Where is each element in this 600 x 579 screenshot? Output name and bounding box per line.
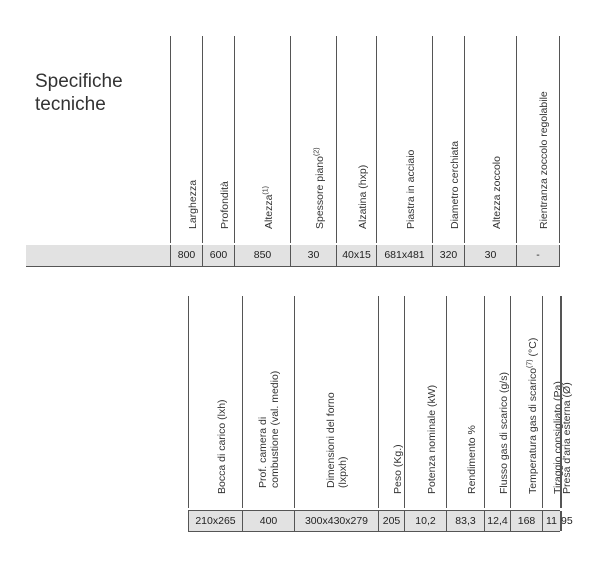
table1-header-cell bbox=[290, 36, 336, 243]
table2-header-label: Rendimento % bbox=[465, 425, 478, 494]
table1-header-label: Altezza zoccolo bbox=[490, 156, 503, 229]
table1-header-label: Spessore piano$^{(2)}$ bbox=[313, 147, 326, 229]
table2-header-label: Tiraggio consigliato (Pa) bbox=[551, 381, 564, 494]
table1-header-label: Alzatina (hxp) bbox=[356, 164, 369, 229]
table2-header-cell bbox=[242, 296, 294, 508]
table1-header bbox=[170, 36, 560, 243]
table2-header-cell bbox=[378, 296, 404, 508]
title-line-2: tecniche bbox=[35, 94, 106, 115]
table1-header-label: Rientranza zoccolo regolabile bbox=[538, 91, 550, 229]
table2-header-label: Temperatura gas di scarico$^{(7)}$ (°C) bbox=[526, 337, 539, 494]
table1-value-cell: 30 bbox=[290, 245, 336, 266]
table2-header-cell bbox=[404, 296, 446, 508]
table1-header-label: Altezza$^{(1)}$ bbox=[262, 186, 275, 229]
table2-header-label: Bocca di carico (lxh) bbox=[215, 399, 228, 494]
table2-header-cell bbox=[446, 296, 484, 508]
table2-value-cell: 10,2 bbox=[404, 511, 446, 531]
table1-header-label: Profondità bbox=[218, 181, 231, 229]
table2-header-cell bbox=[294, 296, 378, 508]
table2-header-cell bbox=[484, 296, 510, 508]
table2-header-cell bbox=[188, 296, 242, 508]
table2-header-label: Peso (Kg.) bbox=[391, 444, 404, 494]
table1-header-cell bbox=[464, 36, 516, 243]
table1-header-cell bbox=[376, 36, 432, 243]
table2-header-label: Presa d'aria esterna (Ø) bbox=[561, 382, 573, 494]
table1-value-cell: 600 bbox=[202, 245, 234, 266]
table2-row bbox=[188, 510, 573, 532]
table1-header-cell bbox=[336, 36, 376, 243]
table2-value-cell: 95 bbox=[560, 511, 562, 531]
table1-header-label: Larghezza bbox=[186, 179, 199, 229]
table2-value-cell: 210x265 bbox=[188, 511, 242, 531]
table1-value-cell: 320 bbox=[432, 245, 464, 266]
table1-header-cell bbox=[202, 36, 234, 243]
table1-header-cell bbox=[432, 36, 464, 243]
table2-header-label: Flusso gas di scarico (g/s) bbox=[497, 372, 510, 494]
table1-header-cell bbox=[516, 36, 560, 243]
section-title bbox=[35, 70, 123, 116]
table1-header-label: Piastra in acciaio bbox=[404, 149, 417, 229]
table2-header-label: Potenza nominale (kW) bbox=[425, 384, 438, 494]
table2-header bbox=[188, 296, 573, 508]
table1-row-s80 bbox=[26, 245, 560, 267]
table1-value-cell: 40x15 bbox=[336, 245, 376, 266]
table1-header-cell bbox=[234, 36, 290, 243]
table1-value-cell: 681x481 bbox=[376, 245, 432, 266]
table1-header-label: Diametro cerchiata bbox=[448, 140, 461, 229]
table2-header-label: Dimensioni del forno (lxpxh) bbox=[324, 392, 349, 488]
table2-header-cell bbox=[542, 296, 564, 508]
table1-value-cell: 800 bbox=[170, 245, 202, 266]
table1-value-cell: 850 bbox=[234, 245, 290, 266]
title-line-1: Specifiche bbox=[35, 71, 123, 92]
table2-value-cell: 12,4 bbox=[484, 511, 510, 531]
table2-value-cell: 11 bbox=[542, 511, 560, 531]
table2-value-cell: 83,3 bbox=[446, 511, 484, 531]
table2-header-cell bbox=[560, 296, 573, 508]
table1-header-cell bbox=[170, 36, 202, 243]
table1-value-cell: - bbox=[516, 245, 560, 266]
table2-value-cell: 205 bbox=[378, 511, 404, 531]
table2-value-cell: 168 bbox=[510, 511, 542, 531]
table2-header-cell bbox=[510, 296, 542, 508]
table2-value-cell: 400 bbox=[242, 511, 294, 531]
table2-header-label: Prof. camera di combustione (val. medio) bbox=[256, 370, 281, 488]
table2-value-cell: 300x430x279 bbox=[294, 511, 378, 531]
table1-value-cell: 30 bbox=[464, 245, 516, 266]
